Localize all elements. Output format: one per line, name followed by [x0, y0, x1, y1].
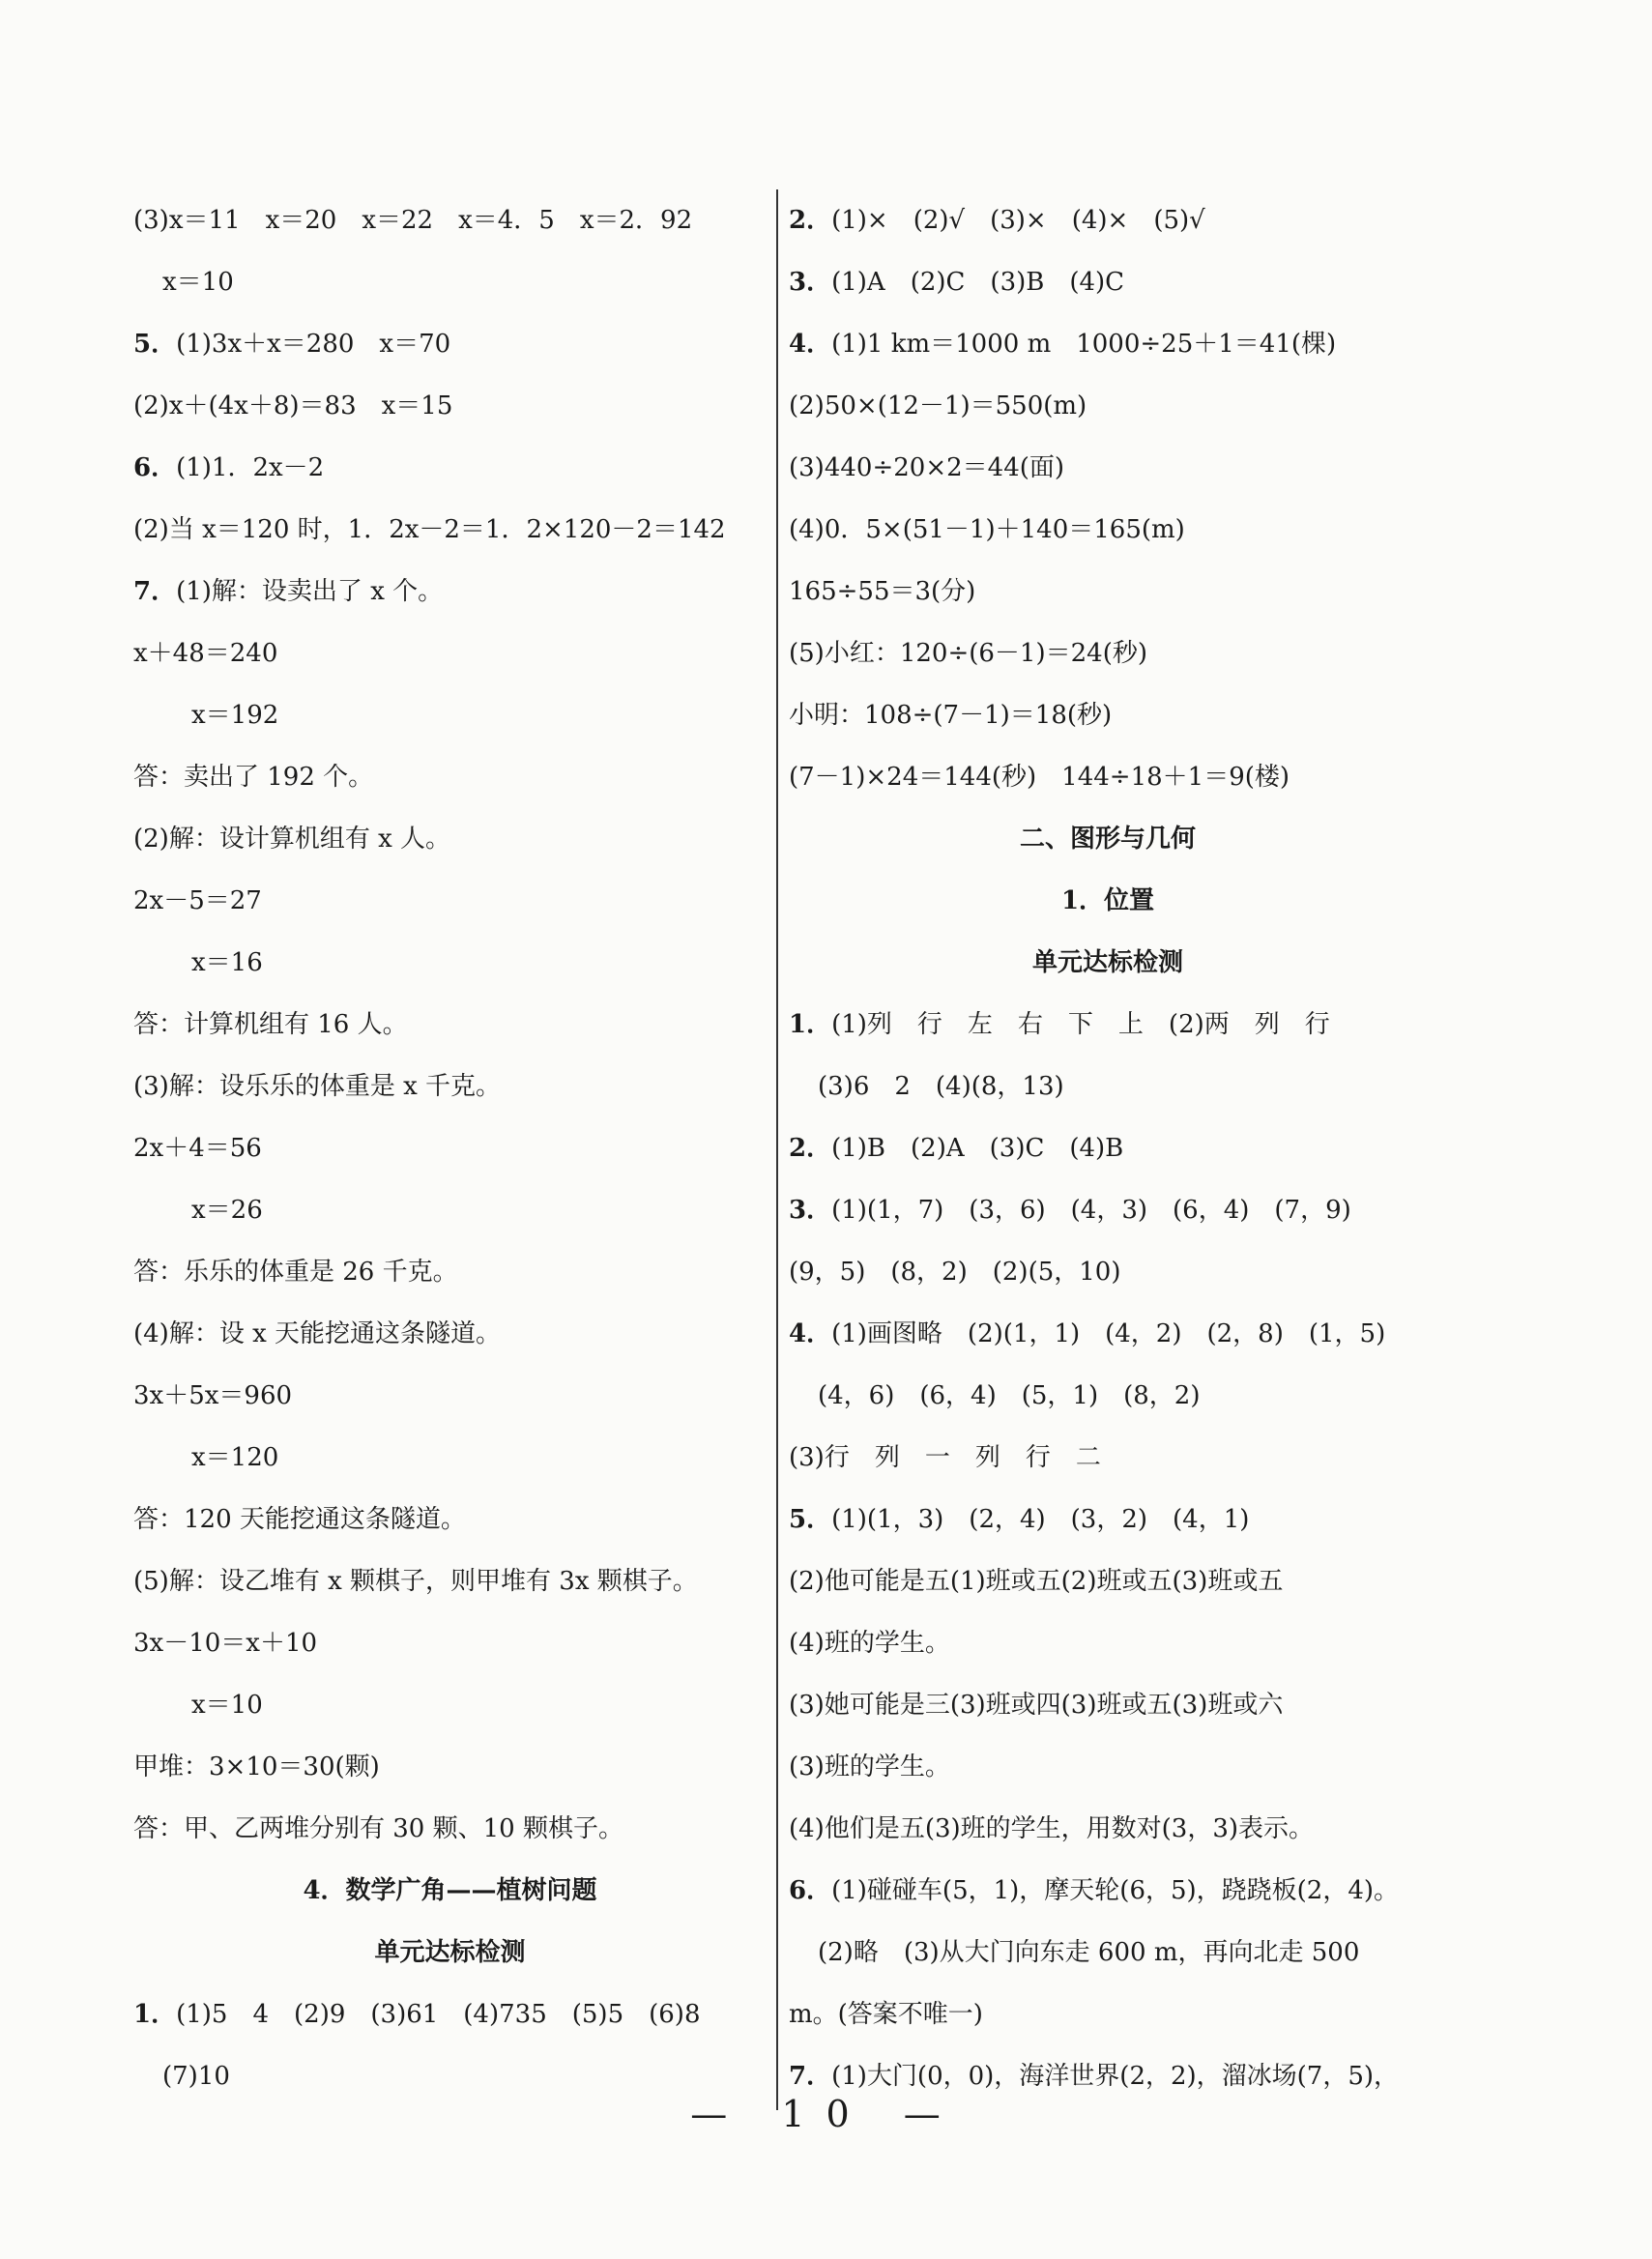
- question-number: 1．: [789, 1010, 832, 1039]
- left-column-line: [133, 1427, 767, 1489]
- answer-text: (3)解：设乐乐的体重是 x 千克。: [133, 1072, 502, 1101]
- right-column-line: [789, 1117, 1427, 1179]
- right-column-line: [789, 1798, 1427, 1860]
- right-column-line: [789, 1984, 1427, 2045]
- answer-text: (2)50×(12－1)＝550(m): [789, 391, 1087, 420]
- answer-text: (2)他可能是五(1)班或五(2)班或五(3)班或五: [789, 1567, 1284, 1596]
- answer-text: (4)解：设 x 天能挖通这条隧道。: [133, 1319, 502, 1348]
- answer-text: 甲堆：3×10＝30(颗): [133, 1752, 380, 1781]
- answer-text: 答：120 天能挖通这条隧道。: [133, 1505, 466, 1534]
- right-column-line: [789, 1922, 1427, 1984]
- answer-text: (1)B (2)A (3)C (4)B: [831, 1134, 1124, 1163]
- left-column-line: [133, 1798, 767, 1860]
- left-column-line: [133, 684, 767, 746]
- answer-text: x＝16: [191, 948, 263, 977]
- answer-text: (2)略 (3)从大门向东走 600 m，再向北走 500: [818, 1938, 1360, 1967]
- right-column-line: [789, 623, 1427, 684]
- answer-text: (4)0．5×(51－1)＋140＝165(m): [789, 515, 1185, 544]
- answer-text: (3)她可能是三(3)班或四(3)班或五(3)班或六: [789, 1691, 1284, 1720]
- answer-text: (2)当 x＝120 时，1．2x－2＝1．2×120－2＝142: [133, 515, 726, 544]
- answer-text: (5)小红：120÷(6－1)＝24(秒): [789, 639, 1147, 668]
- answer-text: (2)x＋(4x＋8)＝83 x＝15: [133, 391, 453, 420]
- answer-text: (1)(1，7) (3，6) (4，3) (6，4) (7，9): [831, 1196, 1351, 1225]
- answer-text: 单元达标检测: [374, 1938, 526, 1967]
- answer-text: 2x＋4＝56: [133, 1134, 262, 1163]
- answer-text: 1．位置: [1060, 886, 1155, 915]
- left-column-line: [133, 623, 767, 684]
- right-column-line: [789, 932, 1427, 994]
- question-number: 4．: [789, 330, 832, 359]
- right-column-line: [789, 1427, 1427, 1489]
- question-number: 3．: [789, 268, 832, 297]
- left-column-line: [133, 1056, 767, 1117]
- answer-text: (4，6) (6，4) (5，1) (8，2): [818, 1381, 1201, 1410]
- answer-text: x＝192: [191, 701, 279, 730]
- answer-text: (1)A (2)C (3)B (4)C: [831, 268, 1125, 297]
- right-column-line: [789, 1241, 1427, 1303]
- answer-text: (3)x＝11 x＝20 x＝22 x＝4．5 x＝2．92: [133, 206, 693, 235]
- question-number: 4．: [789, 1319, 832, 1348]
- question-number: 2．: [789, 206, 832, 235]
- answer-text: (2)解：设计算机组有 x 人。: [133, 825, 451, 854]
- answer-text: (9，5) (8，2) (2)(5，10): [789, 1258, 1121, 1287]
- answer-text: (1)1 km＝1000 m 1000÷25＋1＝41(棵): [831, 330, 1337, 359]
- left-column-line: [133, 189, 767, 251]
- answer-text: x＝26: [191, 1196, 263, 1225]
- left-column: [133, 189, 767, 2107]
- answer-text: (1)(1，3) (2，4) (3，2) (4，1): [831, 1505, 1250, 1534]
- answer-text: (1)3x＋x＝280 x＝70: [176, 330, 451, 359]
- answer-text: x＝10: [191, 1691, 263, 1720]
- answer-text: 答：计算机组有 16 人。: [133, 1010, 408, 1039]
- left-column-line: [133, 1365, 767, 1427]
- right-column-line: [789, 1860, 1427, 1922]
- answer-text: x＝120: [191, 1443, 279, 1472]
- right-column-line: [789, 1736, 1427, 1798]
- question-number: 5．: [133, 330, 177, 359]
- right-column-line: [789, 499, 1427, 561]
- left-column-line: [133, 1860, 767, 1922]
- answer-text: (4)他们是五(3)班的学生，用数对(3，3)表示。: [789, 1814, 1315, 1843]
- right-column-line: [789, 313, 1427, 375]
- right-column-line: [789, 746, 1427, 808]
- right-column-line: [789, 1489, 1427, 1550]
- answer-text: x＝10: [162, 268, 234, 297]
- answer-text: (1)解：设卖出了 x 个。: [176, 577, 444, 606]
- right-column: [789, 189, 1427, 2107]
- answer-text: (7－1)×24＝144(秒) 144÷18＋1＝9(楼): [789, 763, 1290, 792]
- right-column-line: [789, 1056, 1427, 1117]
- right-column-line: [789, 1550, 1427, 1612]
- answer-text: (1)大门(0，0)，海洋世界(2，2)，溜冰场(7，5)，: [831, 2062, 1400, 2091]
- question-number: 7．: [133, 577, 177, 606]
- left-column-line: [133, 375, 767, 437]
- answer-text: (5)解：设乙堆有 x 颗棋子，则甲堆有 3x 颗棋子。: [133, 1567, 698, 1596]
- left-column-line: [133, 1922, 767, 1984]
- question-number: 3．: [789, 1196, 832, 1225]
- answer-text: 答：乐乐的体重是 26 千克。: [133, 1258, 458, 1287]
- left-column-line: [133, 251, 767, 313]
- answer-text: (1)画图略 (2)(1，1) (4，2) (2，8) (1，5): [831, 1319, 1386, 1348]
- answer-text: (3)班的学生。: [789, 1752, 950, 1781]
- left-column-line: [133, 870, 767, 932]
- left-column-line: [133, 932, 767, 994]
- answer-text: (3)440÷20×2＝44(面): [789, 453, 1065, 482]
- answer-text: 4．数学广角——植树问题: [303, 1876, 597, 1905]
- left-column-line: [133, 1241, 767, 1303]
- answer-text: 答：卖出了 192 个。: [133, 763, 374, 792]
- left-column-line: [133, 499, 767, 561]
- answer-text: 3x－10＝x＋10: [133, 1629, 318, 1658]
- answer-text: (3)行 列 一 列 行 二: [789, 1443, 1101, 1472]
- answer-text: 单元达标检测: [1031, 948, 1183, 977]
- question-number: 5．: [789, 1505, 832, 1534]
- left-column-line: [133, 1984, 767, 2045]
- column-divider: [776, 189, 778, 2110]
- answer-text: (1)1．2x－2: [176, 453, 325, 482]
- right-column-line: [789, 189, 1427, 251]
- right-column-line: [789, 1365, 1427, 1427]
- answer-text: (1)碰碰车(5，1)，摩天轮(6，5)，跷跷板(2，4)。: [831, 1876, 1400, 1905]
- right-column-line: [789, 375, 1427, 437]
- answer-text: 2x－5＝27: [133, 886, 262, 915]
- left-column-line: [133, 1674, 767, 1736]
- answer-text: x＋48＝240: [133, 639, 278, 668]
- question-number: 7．: [789, 2062, 832, 2091]
- answer-text: (1)列 行 左 右 下 上 (2)两 列 行: [831, 1010, 1330, 1039]
- left-column-line: [133, 437, 767, 499]
- left-column-line: [133, 1489, 767, 1550]
- left-column-line: [133, 808, 767, 870]
- question-number: 6．: [133, 453, 177, 482]
- question-number: 6．: [789, 1876, 832, 1905]
- right-column-line: [789, 1179, 1427, 1241]
- right-column-line: [789, 251, 1427, 313]
- answer-text: (1)× (2)√ (3)× (4)× (5)√: [831, 206, 1205, 235]
- left-column-line: [133, 561, 767, 623]
- answer-text: (1)5 4 (2)9 (3)61 (4)735 (5)5 (6)8: [176, 2000, 701, 2029]
- left-column-line: [133, 994, 767, 1056]
- right-column-line: [789, 1674, 1427, 1736]
- left-column-line: [133, 1117, 767, 1179]
- right-column-line: [789, 561, 1427, 623]
- answer-text: 165÷55＝3(分): [789, 577, 976, 606]
- answer-text: (3)6 2 (4)(8，13): [818, 1072, 1064, 1101]
- answer-text: 二、图形与几何: [1019, 825, 1196, 854]
- right-column-line: [789, 808, 1427, 870]
- question-number: 2．: [789, 1134, 832, 1163]
- left-column-line: [133, 1736, 767, 1798]
- right-column-line: [789, 994, 1427, 1056]
- answer-text: (7)10: [162, 2062, 230, 2091]
- right-column-line: [789, 684, 1427, 746]
- left-column-line: [133, 1612, 767, 1674]
- answer-text: (4)班的学生。: [789, 1629, 950, 1658]
- question-number: 1．: [133, 2000, 177, 2029]
- right-column-line: [789, 437, 1427, 499]
- left-column-line: [133, 1179, 767, 1241]
- answer-text: 3x＋5x＝960: [133, 1381, 293, 1410]
- right-column-line: [789, 1303, 1427, 1365]
- right-column-line: [789, 1612, 1427, 1674]
- left-column-line: [133, 313, 767, 375]
- answer-text: m。(答案不唯一): [789, 2000, 983, 2029]
- left-column-line: [133, 1303, 767, 1365]
- right-column-line: [789, 870, 1427, 932]
- answer-text: 小明：108÷(7－1)＝18(秒): [789, 701, 1113, 730]
- answer-text: 答：甲、乙两堆分别有 30 颗、10 颗棋子。: [133, 1814, 623, 1843]
- left-column-line: [133, 1550, 767, 1612]
- page-number: — 10 —: [690, 2093, 962, 2135]
- left-column-line: [133, 746, 767, 808]
